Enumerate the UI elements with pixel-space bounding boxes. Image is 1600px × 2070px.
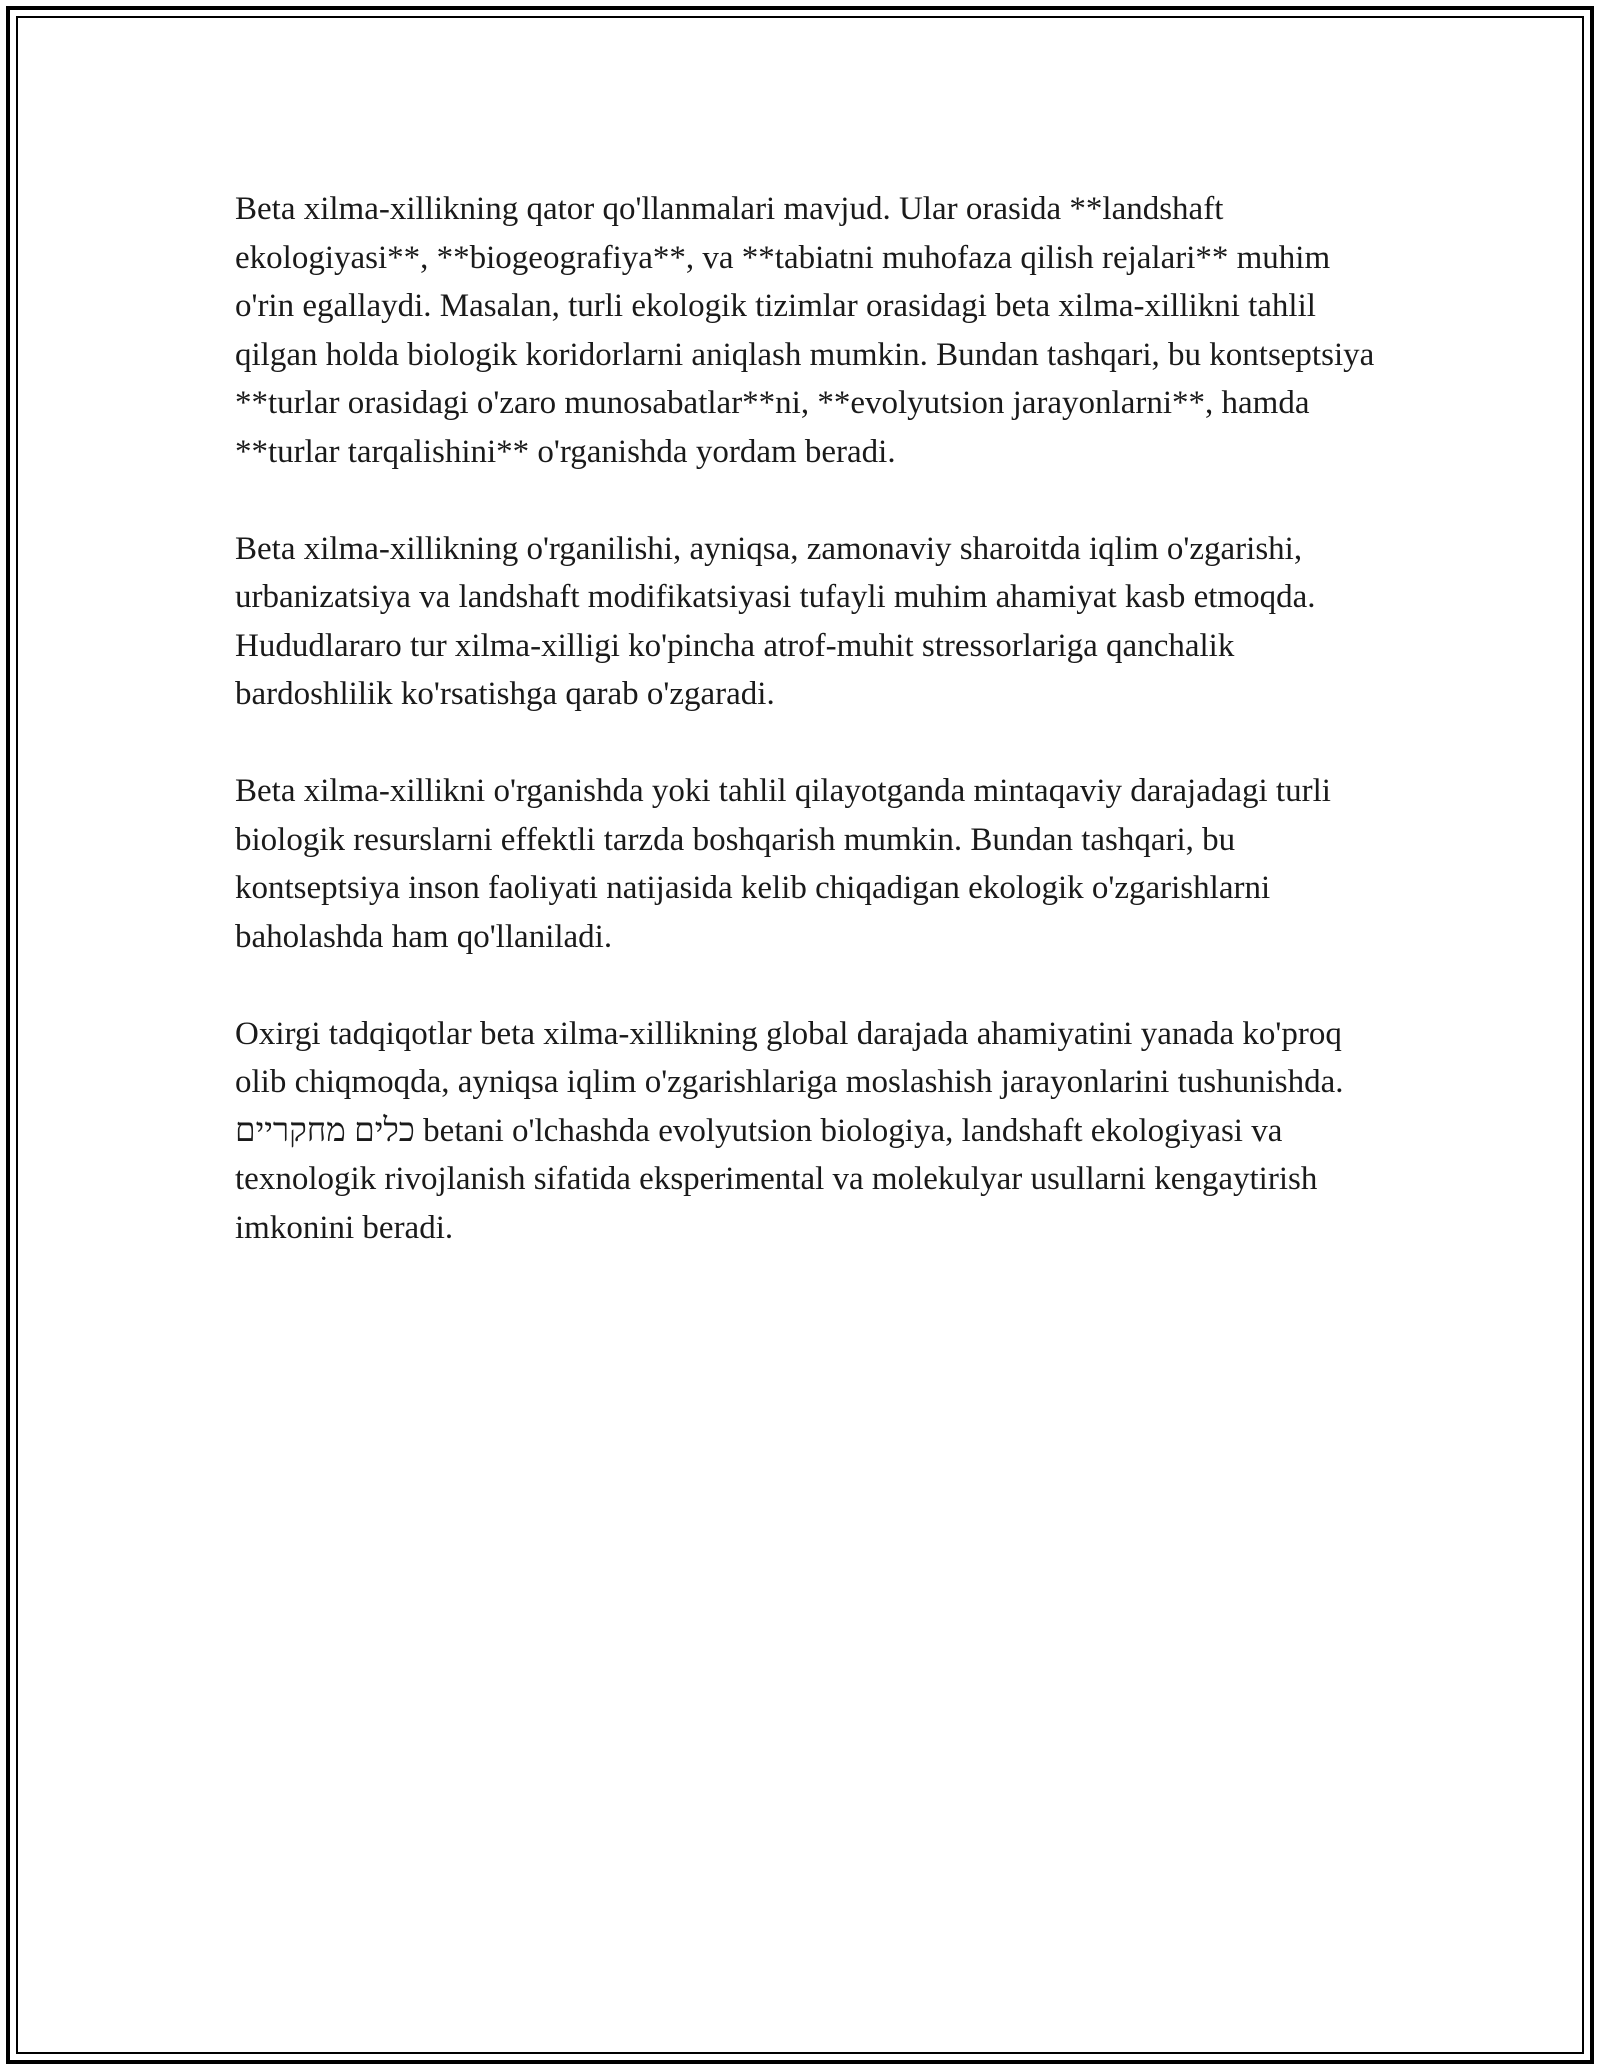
paragraph-1: Beta xilma-xillikning qator qo'llanmalari mavjud. Ular orasida **landshaft ekologiyasi**, **biogeografiya**, va **tabiatni muhofaza qilish rejalari** muhim o'rin egallaydi. Masalan, turli ekologik tizimlar orasidagi beta xilma-xillikni tahlil qilgan holda biologik koridorlarni aniqlash mumkin. Bundan tashqari, bu kontseptsiya **turlar orasidagi o'zaro munosabatlar**ni, **evolyutsion jarayonlarni**, hamda **turlar tarqalishini** o'rganishda yordam beradi. (235, 191, 1375, 470)
paragraph-4: Oxirgi tadqiqotlar beta xilma-xillikning global darajada ahamiyatini yanada ko'proq olib chiqmoqda, ayniqsa iqlim o'zgarishlariga moslashish jarayonlarini tushunishda. כלים מחקריים betani o'lchashda evolyutsion biologiya, landshaft ekologiyasi va texnologik rivojlanish sifatida eksperimental va molekulyar usullarni kengaytirish imkonini beradi. (235, 1015, 1344, 1246)
paragraph-2: Beta xilma-xillikning o'rganilishi, ayniqsa, zamonaviy sharoitda iqlim o'zgarishi, urbanizatsiya va landshaft modifikatsiyasi tufayli muhim ahamiyat kasb etmoqda. Hududlararo tur xilma-xilligi ko'pincha atrof-muhit stressorlariga qanchalik bardoshlilik ko'rsatishga qarab o'zgaradi. (235, 530, 1316, 712)
document-body (235, 185, 1375, 1301)
paragraph-3: Beta xilma-xillikni o'rganishda yoki tahlil qilayotganda mintaqaviy darajadagi turli biologik resurslarni effektli tarzda boshqarish mumkin. Bundan tashqari, bu kontseptsiya inson faoliyati natijasida kelib chiqadigan ekologik o'zgarishlarni baholashda ham qo'llaniladi. (235, 773, 1331, 955)
